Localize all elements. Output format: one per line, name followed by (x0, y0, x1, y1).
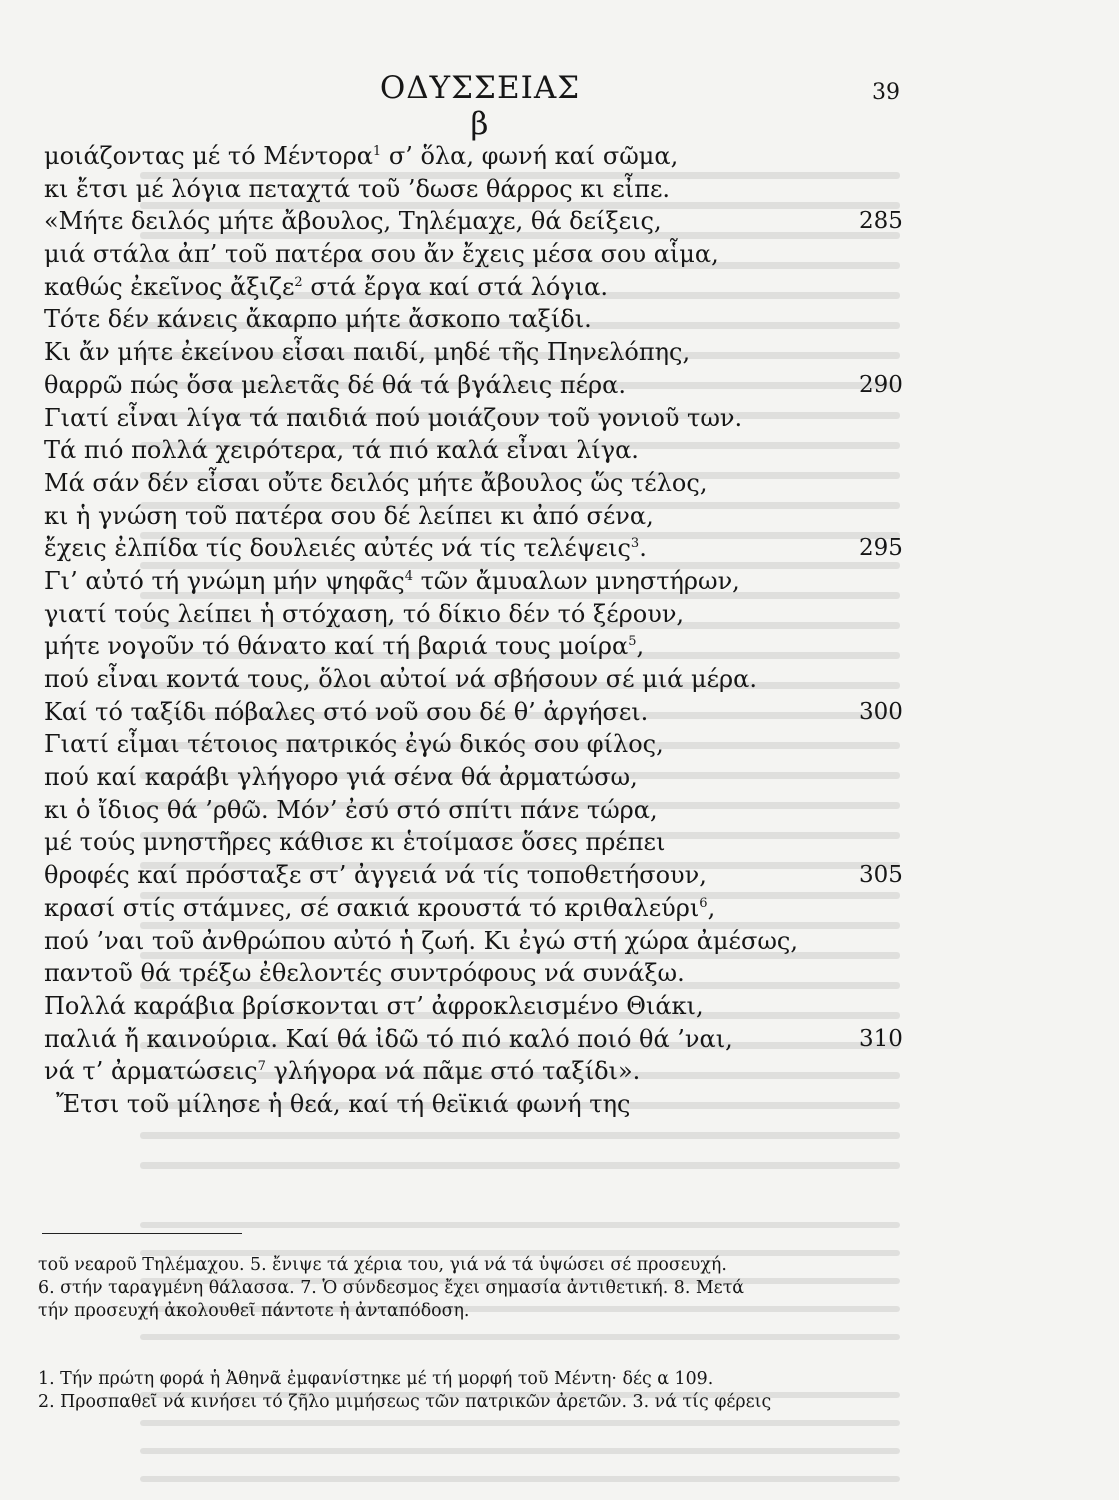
line-number: 310 (859, 1025, 903, 1052)
verse-line (44, 957, 904, 990)
verse-line (44, 925, 904, 958)
verse-line (44, 728, 904, 761)
running-title: ΟΔΥΣΣΕΙΑΣ β (379, 70, 581, 142)
footnote-line: τήν προσευχή ἀκολουθεῖ πάντοτε ἡ ἀνταπόδοση. (38, 1301, 470, 1321)
verse-text: μέ τούς μνηστῆρες κάθισε κι ἑτοίμασε ὅσες πρέπει (44, 828, 666, 857)
line-number: 290 (859, 371, 903, 398)
verse-text: παλιά ἤ καινούρια. Καί θά ἰδῶ τό πιό καλό ποιό θά ’ναι, (44, 1024, 733, 1053)
verse-line (44, 173, 904, 206)
verse-text: «Μήτε δειλός μήτε ἄβουλος, Τηλέμαχε, θά δείξεις, (44, 207, 662, 236)
verse-text: καθώς ἐκεῖνος ἄξιζε (44, 272, 295, 301)
footnote-marker: 7 (257, 1059, 266, 1075)
verse-text: Ἔτσι τοῦ μίλησε ἡ θεά, καί τή θεϊκιά φωνή της (56, 1089, 631, 1118)
verse-line (44, 859, 904, 892)
verse-line (44, 826, 904, 859)
verse-text: μήτε νογοῦν τό θάνατο καί τή βαριά τους μοίρα (44, 632, 629, 661)
verse-line (44, 990, 904, 1023)
verse-line (44, 303, 904, 336)
footnote-marker: 2 (294, 274, 303, 290)
verse-line (44, 369, 904, 402)
verse-text: μοιάζοντας μέ τό Μέντορα (44, 142, 373, 170)
verse-text: Κι ἄν μήτε ἐκείνου εἶσαι παιδί, μηδέ τῆς Πηνελόπης, (44, 338, 691, 367)
verse-line (44, 1023, 904, 1056)
verse-line (44, 205, 904, 238)
footnote-line: 2. Προσπαθεῖ νά κινήσει τό ζῆλο μιμήσεως τῶν πατρικῶν ἀρετῶν. 3. νά τίς φέρεις (38, 1392, 772, 1412)
verse-text: Γι’ αὐτό τή γνώμη μήν ψηφᾶς (44, 566, 405, 595)
footnote-marker: 6 (699, 895, 708, 911)
verse-text: κι ἔτσι μέ λόγια πεταχτά τοῦ ’δωσε θάρρος κι εἶπε. (44, 174, 671, 203)
verse-text: θροφές καί πρόσταξε στ’ ἀγγειά νά τίς τοποθετήσουν, (44, 861, 707, 890)
verse-text: παντοῦ θά τρέξω ἐθελοντές συντρόφους νά συνάξω. (44, 959, 685, 988)
footnote-line: 1. Τήν πρώτη φορά ἡ Ἀθηνᾶ ἐμφανίστηκε μέ τή μορφή τοῦ Μέντη· δές α 109. (38, 1369, 714, 1389)
verse-line (44, 1088, 904, 1121)
verse-line (44, 565, 904, 598)
verse-text: Μά σάν δέν εἶσαι οὔτε δειλός μήτε ἄβουλος ὥς τέλος, (44, 468, 708, 497)
verse-line (44, 630, 904, 663)
line-number: 305 (859, 862, 903, 889)
verse-text: κι ἡ γνώση τοῦ πατέρα σου δέ λείπει κι ἀπό σένα, (44, 501, 654, 530)
verse-text: πού εἶναι κοντά τους, ὅλοι αὐτοί νά σβήσουν σέ μιά μέρα. (44, 665, 757, 693)
verse-line (44, 500, 904, 533)
verse-text: Τότε δέν κάνεις ἄκαρπο μήτε ἄσκοπο ταξίδι. (44, 305, 592, 334)
verse-line (44, 467, 904, 500)
line-number: 300 (859, 698, 903, 725)
poem-text (44, 140, 904, 1121)
footnote-marker: 4 (404, 568, 413, 584)
verse-text: , (636, 632, 645, 661)
verse-text: τῶν ἄμυαλων μνηστήρων, (413, 566, 740, 595)
verse-text: κι ὁ ἴδιος θά ’ρθῶ. Μόν’ ἐσύ στό σπίτι πάνε τώρα, (44, 795, 658, 824)
verse-text: πού ’ναι τοῦ ἀνθρώπου αὐτό ἡ ζωή. Κι ἐγώ στή χώρα ἀμέσως, (44, 926, 798, 955)
line-number: 285 (859, 208, 903, 235)
verse-line (44, 402, 904, 435)
verse-line (44, 271, 904, 304)
verse-text: μιά στάλα ἀπ’ τοῦ πατέρα σου ἄν ἔχεις μέσα σου αἷμα, (44, 240, 719, 269)
footnotes-continued (38, 1254, 898, 1323)
verse-text: Καί τό ταξίδι πόβαλες στό νοῦ σου δέ θ’ ἀργήσει. (44, 697, 649, 726)
footnotes (38, 1368, 898, 1414)
line-number: 295 (859, 535, 903, 562)
verse-line (44, 140, 904, 173)
verse-text: γλήγορα νά πᾶμε στό ταξίδι». (265, 1057, 641, 1086)
verse-text: Γιατί εἶμαι τέτοιος πατρικός ἐγώ δικός σου φίλος, (44, 730, 664, 759)
footnote-line: τοῦ νεαροῦ Τηλέμαχου. 5. ἔνιψε τά χέρια του, γιά νά τά ὑψώσει σέ προσευχή. (38, 1255, 727, 1275)
footnote-marker: 5 (628, 634, 637, 650)
verse-line (44, 336, 904, 369)
verse-line (44, 696, 904, 729)
verse-line (44, 1055, 904, 1088)
verse-text: Τά πιό πολλά χειρότερα, τά πιό καλά εἶναι λίγα. (44, 436, 639, 465)
verse-text: Πολλά καράβια βρίσκονται στ’ ἀφροκλεισμένο Θιάκι, (44, 991, 704, 1020)
verse-line (44, 761, 904, 794)
verse-line (44, 238, 904, 271)
footnote-divider (42, 1233, 242, 1234)
verse-line (44, 598, 904, 631)
verse-text: γιατί τούς λείπει ἡ στόχαση, τό δίκιο δέν τό ξέρουν, (44, 599, 685, 628)
verse-line (44, 663, 904, 696)
verse-text: Γιατί εἶναι λίγα τά παιδιά πού μοιάζουν τοῦ γονιοῦ των. (44, 403, 743, 432)
verse-line (44, 532, 904, 565)
verse-text: στά ἔργα καί στά λόγια. (302, 272, 608, 301)
footnote-marker: 3 (630, 536, 640, 552)
verse-text: κρασί στίς στάμνες, σέ σακιά κρουστά τό κριθαλεύρι (44, 893, 700, 922)
verse-line (44, 892, 904, 925)
verse-text: ἔχεις ἐλπίδα τίς δουλειές αὐτές νά τίς τελέψεις (44, 534, 631, 563)
page-number: 39 (872, 80, 900, 105)
verse-text: σ’ ὅλα, φωνή καί σῶμα, (381, 142, 679, 170)
verse-line (44, 434, 904, 467)
verse-text: . (639, 534, 647, 563)
footnote-line: 6. στήν ταραγμένη θάλασσα. 7. Ὁ σύνδεσμος ἔχει σημασία ἀντιθετική. 8. Μετά (38, 1278, 745, 1298)
verse-text: πού καί καράβι γλήγορο γιά σένα θά ἀρματώσω, (44, 763, 638, 792)
verse-text: , (707, 893, 716, 922)
verse-text: θαρρῶ πώς ὅσα μελετᾶς δέ θά τά βγάλεις πέρα. (44, 370, 626, 399)
footnote-marker: 1 (372, 144, 382, 159)
verse-text: νά τ’ ἀρματώσεις (44, 1057, 258, 1086)
verse-line (44, 794, 904, 827)
